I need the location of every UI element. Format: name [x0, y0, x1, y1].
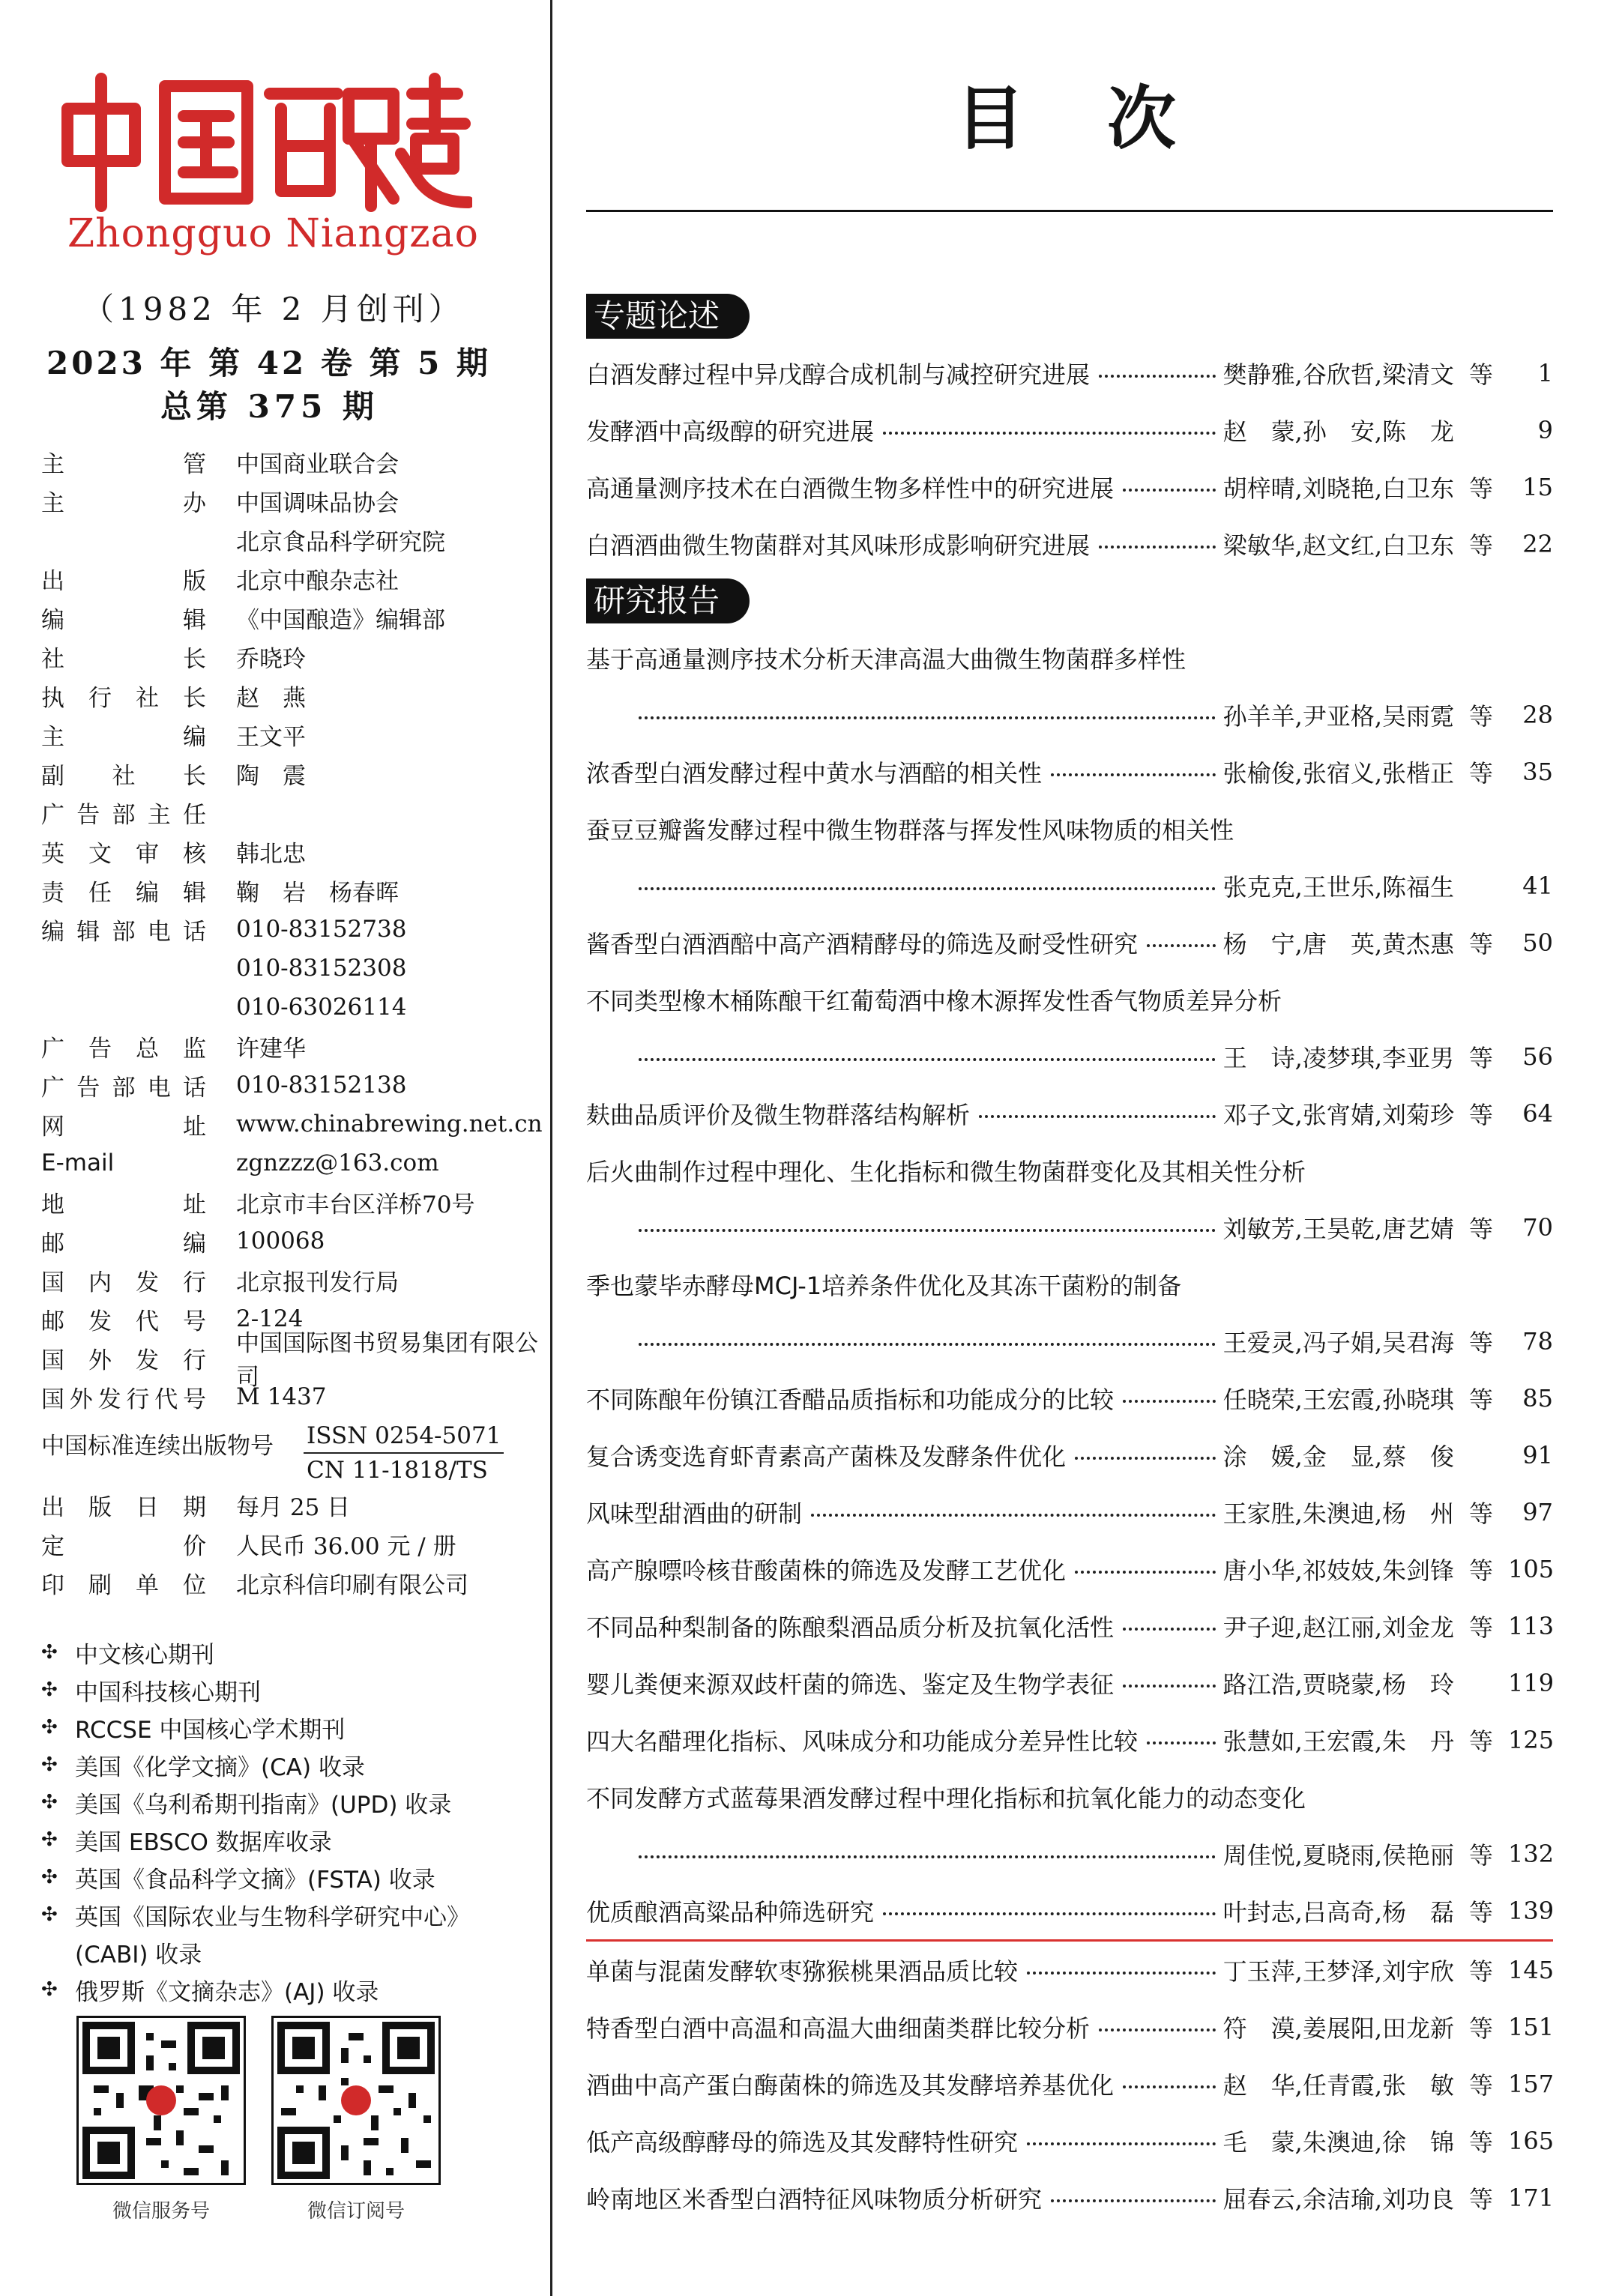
entry-authors: 任晓荣,王宏霞,孙晓琪 — [1222, 1386, 1454, 1414]
star-icon: ✣ — [41, 1753, 58, 1776]
entry-authors: 涂 媛,金 显,蔡 俊 — [1222, 1442, 1454, 1471]
info-row: 地 址 北京市丰台区洋桥70号 — [41, 1191, 475, 1218]
toc-entry[interactable] — [586, 1085, 1553, 1142]
entry-authors: 尹子迎,赵江丽,刘金龙 — [1222, 1613, 1454, 1642]
entry-etal: 等 — [1468, 2071, 1493, 2100]
entry-etal: 等 — [1468, 2185, 1493, 2214]
leader-dots — [1051, 773, 1216, 776]
column-divider — [550, 0, 552, 2296]
entry-etal: 等 — [1468, 702, 1493, 731]
toc-entry[interactable] — [586, 1655, 1553, 1712]
info-row: 010-63026114 — [236, 994, 407, 1021]
info-row: 定 价 人民币 36.00 元 / 册 — [41, 1532, 456, 1560]
entry-title: 麸曲品质评价及微生物群落结构解析 — [586, 1101, 971, 1129]
leader-dots — [883, 1912, 1216, 1915]
entry-title: 四大名醋理化指标、风味成分和功能成分差异性比较 — [586, 1727, 1139, 1756]
entry-title: 高产腺嘌呤核苷酸菌株的筛选及发酵工艺优化 — [586, 1556, 1067, 1585]
entry-authors: 王家胜,朱澳迪,杨 州 — [1222, 1499, 1454, 1528]
info-row: 邮发代号 2-124 — [41, 1305, 304, 1335]
leader-dots — [639, 1855, 1216, 1858]
info-row: 责任编辑 鞠 岩 杨春晖 — [41, 879, 399, 907]
entry-page: 91 — [1522, 1441, 1553, 1469]
toc-entry[interactable] — [586, 1427, 1553, 1484]
indexing-list — [41, 1634, 543, 2008]
entry-etal: 等 — [1468, 2014, 1493, 2043]
entry-etal: 等 — [1468, 2128, 1493, 2157]
entry-etal: 等 — [1468, 930, 1493, 958]
entry-page: 145 — [1508, 1956, 1555, 1984]
entry-title: 白酒发酵过程中异戊醇合成机制与减控研究进展 — [586, 360, 1091, 389]
toc-entry[interactable] — [586, 345, 1553, 402]
entry-page: 22 — [1522, 530, 1553, 558]
entry-etal: 等 — [1468, 1386, 1493, 1414]
star-icon: ✣ — [41, 1828, 58, 1851]
info-row: E-mail zgnzzz@163.com — [41, 1149, 439, 1176]
qr-subscription[interactable] — [270, 2016, 442, 2223]
info-row: 网 址 www.chinabrewing.net.cn — [41, 1111, 543, 1141]
entry-authors: 毛 蒙,朱澳迪,徐 锦 — [1222, 2128, 1454, 2157]
entry-page: 132 — [1508, 1840, 1555, 1868]
entry-authors: 张克克,王世乐,陈福生 — [1222, 873, 1454, 901]
table-of-contents — [586, 288, 1553, 2226]
entry-page: 15 — [1522, 473, 1553, 501]
entry-page: 70 — [1522, 1213, 1553, 1242]
entry-authors: 邓子文,张宵婧,刘菊珍 — [1222, 1101, 1454, 1129]
entry-authors: 周佳悦,夏晓雨,侯艳丽 — [1222, 1841, 1454, 1870]
section-label: 研究报告 — [586, 578, 750, 623]
list-item: ✣ 中文核心期刊 — [41, 1641, 214, 1669]
page-title: 目次 — [956, 78, 1259, 159]
entry-etal: 等 — [1468, 759, 1493, 788]
info-row: 英文审核 韩北忠 — [41, 840, 306, 868]
title-rule — [586, 210, 1553, 212]
journal-logo — [52, 64, 472, 214]
entry-page: 157 — [1508, 2070, 1555, 2098]
toc-entry[interactable] — [586, 629, 1553, 686]
entry-title: 复合诱变选育虾青素高产菌株及发酵条件优化 — [586, 1442, 1067, 1471]
entry-title: 婴儿粪便来源双歧杆菌的筛选、鉴定及生物学表征 — [586, 1670, 1115, 1699]
leader-dots — [1123, 1685, 1216, 1688]
entry-authors: 丁玉萍,王梦泽,刘宇欣 — [1222, 1957, 1454, 1986]
leader-dots — [1075, 1457, 1216, 1460]
entry-etal: 等 — [1468, 1613, 1493, 1642]
list-item: ✣ 美国《乌利希期刊指南》(UPD) 收录 — [41, 1791, 452, 1819]
entry-page: 85 — [1522, 1384, 1553, 1413]
entry-page: 41 — [1522, 871, 1553, 900]
entry-title: 岭南地区米香型白酒特征风味物质分析研究 — [586, 2185, 1043, 2214]
leader-dots — [1123, 2085, 1216, 2088]
info-row: 印刷单位 北京科信印刷有限公司 — [41, 1571, 468, 1599]
entry-title: 浓香型白酒发酵过程中黄水与酒醅的相关性 — [586, 759, 1043, 788]
leader-dots — [1123, 489, 1216, 492]
section-header — [586, 573, 1553, 629]
entry-title: 优质酿酒高粱品种筛选研究 — [586, 1898, 875, 1927]
entry-authors: 屈春云,余洁瑜,刘功良 — [1222, 2185, 1454, 2214]
entry-etal: 等 — [1468, 1044, 1493, 1072]
toc-entry[interactable] — [586, 402, 1553, 459]
entry-title: 基于高通量测序技术分析天津高温大曲微生物菌群多样性 — [586, 645, 1187, 674]
publication-info — [41, 442, 543, 1602]
entry-page: 97 — [1522, 1498, 1553, 1526]
serial-number: 中国标准连续出版物号 ISSN 0254-5071 CN 11-1818/TS — [41, 1422, 543, 1485]
qr-caption: 微信订阅号 — [307, 2200, 405, 2223]
entry-authors: 胡梓晴,刘晓艳,白卫东 — [1222, 474, 1454, 503]
entry-etal: 等 — [1468, 1499, 1493, 1528]
toc-entry[interactable] — [586, 1370, 1553, 1427]
info-row: 010-83152308 — [236, 955, 407, 982]
toc-entry[interactable] — [586, 1882, 1553, 1942]
total-issue: 总第 375 期 — [160, 388, 379, 425]
entry-title: 单菌与混菌发酵软枣猕猴桃果酒品质比较 — [586, 1957, 1019, 1986]
entry-page: 64 — [1522, 1099, 1553, 1128]
toc-entry[interactable] — [586, 516, 1553, 573]
entry-authors: 路江浩,贾晓蒙,杨 玲 — [1222, 1670, 1454, 1699]
qr-code-icon[interactable] — [271, 2016, 441, 2185]
leader-dots — [639, 1229, 1216, 1232]
info-row: 执行社长 赵 燕 — [41, 684, 306, 712]
entry-page: 165 — [1508, 2127, 1555, 2155]
info-row: 邮 编 100068 — [41, 1227, 325, 1257]
entry-authors: 赵 华,任青霞,张 敏 — [1222, 2071, 1454, 2100]
entry-authors: 叶封志,吕高奇,杨 磊 — [1222, 1898, 1454, 1927]
entry-page: 56 — [1522, 1042, 1553, 1071]
founded-line: （1982 年 2 月创刊） — [82, 291, 465, 327]
toc-entry[interactable] — [586, 1484, 1553, 1541]
entry-title: 后火曲制作过程中理化、生化指标和微生物菌群变化及其相关性分析 — [586, 1158, 1306, 1186]
entry-etal: 等 — [1468, 1727, 1493, 1756]
leader-dots — [1099, 375, 1216, 378]
info-row: 主 编 王文平 — [41, 723, 306, 751]
entry-title: 酱香型白酒酒醅中高产酒精酵母的筛选及耐受性研究 — [586, 930, 1139, 958]
toc-entry[interactable] — [586, 914, 1553, 971]
leader-dots — [639, 887, 1216, 890]
leader-dots — [1099, 2028, 1216, 2031]
list-item: ✣ 英国《国际农业与生物科学研究中心》 — [41, 1903, 470, 1931]
entry-etal: 等 — [1468, 1215, 1493, 1243]
info-row: 社 长 乔晓玲 — [41, 645, 306, 673]
entry-page: 78 — [1522, 1327, 1553, 1356]
entry-authors: 孙羊羊,尹亚格,吴雨霓 — [1222, 702, 1454, 731]
star-icon: ✣ — [41, 1978, 58, 2001]
issue-line: 2023 年 第 42 卷 第 5 期 — [46, 345, 491, 381]
leader-dots — [1123, 1628, 1216, 1631]
journal-pinyin: Zhongguo Niangzao — [67, 211, 479, 256]
entry-title: 特香型白酒中高温和高温大曲细菌类群比较分析 — [586, 2014, 1091, 2043]
qr-service[interactable] — [75, 2016, 247, 2223]
entry-etal: 等 — [1468, 474, 1493, 503]
list-item: ✣ 英国《食品科学文摘》(FSTA) 收录 — [41, 1866, 435, 1894]
toc-entry[interactable] — [586, 2169, 1553, 2226]
entry-title: 低产高级醇酵母的筛选及其发酵特性研究 — [586, 2128, 1019, 2157]
toc-entry[interactable] — [586, 1712, 1553, 1768]
entry-authors: 樊静雅,谷欣哲,梁清文 — [1222, 360, 1454, 389]
leader-dots — [639, 1343, 1216, 1346]
leader-dots — [1051, 2199, 1216, 2202]
entry-page: 35 — [1522, 758, 1553, 786]
toc-entry[interactable] — [586, 743, 1553, 800]
star-icon: ✣ — [41, 1903, 58, 1926]
entry-page: 171 — [1508, 2184, 1555, 2212]
info-row: 出 版 北京中酿杂志社 — [41, 567, 399, 595]
masthead-column — [0, 0, 550, 2296]
leader-dots — [1123, 1400, 1216, 1403]
entry-title: 白酒酒曲微生物菌群对其风味形成影响研究进展 — [586, 531, 1091, 560]
entry-authors: 王爱灵,冯子娟,吴君海 — [1222, 1329, 1454, 1357]
entry-authors: 刘敏芳,王昊乾,唐艺婧 — [1222, 1215, 1454, 1243]
entry-title: 季也蒙毕赤酵母MCJ-1培养条件优化及其冻干菌粉的制备 — [586, 1272, 1182, 1300]
leader-dots — [1099, 546, 1216, 549]
entry-authors: 杨 宁,唐 英,黄杰惠 — [1222, 930, 1454, 958]
toc-entry-continuation[interactable] — [586, 857, 1553, 914]
entry-etal: 等 — [1468, 1841, 1493, 1870]
leader-dots — [1147, 1741, 1216, 1744]
entry-page: 139 — [1508, 1897, 1555, 1925]
entry-page: 119 — [1508, 1669, 1555, 1697]
entry-authors: 张慧如,王宏霞,朱 丹 — [1222, 1727, 1454, 1756]
star-icon: ✣ — [41, 1716, 58, 1738]
entry-page: 28 — [1522, 701, 1553, 729]
leader-dots — [1075, 1571, 1216, 1574]
leader-dots — [639, 1058, 1216, 1061]
info-row: 主 管 中国商业联合会 — [41, 450, 399, 478]
info-row: 广告部主任 — [41, 801, 206, 829]
toc-entry[interactable] — [586, 800, 1553, 857]
info-row: 广告总监 许建华 — [41, 1035, 306, 1063]
toc-entry-continuation[interactable] — [586, 1199, 1553, 1256]
entry-page: 151 — [1508, 2013, 1555, 2041]
entry-title: 酒曲中高产蛋白酶菌株的筛选及其发酵培养基优化 — [586, 2071, 1115, 2100]
leader-dots — [1027, 2142, 1216, 2145]
leader-dots — [639, 716, 1216, 719]
entry-title: 风味型甜酒曲的研制 — [586, 1499, 803, 1528]
leader-dots — [979, 1115, 1216, 1118]
list-item: ✣ 中国科技核心期刊 — [41, 1679, 261, 1706]
entry-title: 不同发酵方式蓝莓果酒发酵过程中理化指标和抗氧化能力的动态变化 — [586, 1784, 1306, 1813]
entry-etal: 等 — [1468, 1329, 1493, 1357]
entry-page: 1 — [1537, 359, 1553, 387]
toc-entry[interactable] — [586, 459, 1553, 516]
entry-title: 不同品种梨制备的陈酿梨酒品质分析及抗氧化活性 — [586, 1613, 1115, 1642]
info-row: 国外发行 中国国际图书贸易集团有限公司 — [41, 1330, 538, 1391]
entry-authors: 唐小华,祁妓妓,朱剑锋 — [1222, 1556, 1454, 1585]
entry-etal: 等 — [1468, 1101, 1493, 1129]
toc-entry[interactable] — [586, 1256, 1553, 1313]
info-row: 编 辑 《中国酿造》编辑部 — [41, 606, 445, 634]
entry-authors: 王 诗,凌梦琪,李亚男 — [1222, 1044, 1454, 1072]
toc-entry[interactable] — [586, 1768, 1553, 1825]
info-row: 国外发行代号 M 1437 — [41, 1383, 327, 1413]
info-row: 副 社 长 陶 震 — [41, 762, 306, 790]
entry-title: 蚕豆豆瓣酱发酵过程中微生物群落与挥发性风味物质的相关性 — [586, 816, 1234, 845]
entry-authors: 符 漠,姜展阳,田龙新 — [1222, 2014, 1454, 2043]
qr-caption: 微信服务号 — [112, 2200, 210, 2223]
list-item: ✣ RCCSE 中国核心学术期刊 — [41, 1716, 346, 1744]
star-icon: ✣ — [41, 1679, 58, 1701]
star-icon: ✣ — [41, 1791, 58, 1813]
entry-etal: 等 — [1468, 531, 1493, 560]
toc-entry[interactable] — [586, 1541, 1553, 1598]
entry-page: 125 — [1508, 1726, 1555, 1754]
cn-number: CN 11-1818/TS — [307, 1457, 488, 1484]
leader-dots — [883, 432, 1216, 435]
toc-entry-continuation[interactable] — [586, 1825, 1553, 1882]
info-row: 编辑部电话 010-83152738 — [41, 916, 407, 946]
section-label: 专题论述 — [586, 294, 750, 339]
leader-dots — [1027, 1972, 1216, 1975]
toc-entry-continuation[interactable] — [586, 1313, 1553, 1370]
entry-etal: 等 — [1468, 1957, 1493, 1986]
entry-etal: 等 — [1468, 360, 1493, 389]
toc-entry[interactable] — [586, 1142, 1553, 1199]
toc-entry[interactable] — [586, 1999, 1553, 2055]
toc-entry[interactable] — [586, 2112, 1553, 2169]
entry-page: 113 — [1508, 1612, 1555, 1640]
star-icon: ✣ — [41, 1641, 58, 1664]
entry-title: 不同陈酿年份镇江香醋品质指标和功能成分的比较 — [586, 1386, 1115, 1414]
list-item: ✣ 俄罗斯《文摘杂志》(AJ) 收录 — [41, 1978, 379, 2006]
toc-entry-continuation[interactable] — [586, 1028, 1553, 1085]
entry-authors: 张榆俊,张宿义,张楷正 — [1222, 759, 1454, 788]
toc-entry[interactable] — [586, 1598, 1553, 1655]
info-row: 出版日期 每月 25 日 — [41, 1493, 351, 1521]
section-header — [586, 288, 1553, 345]
info-row: 北京食品科学研究院 — [236, 528, 445, 556]
issn: ISSN 0254-5071 — [304, 1422, 504, 1454]
info-row: 主 办 中国调味品协会 — [41, 489, 399, 517]
qr-code-icon[interactable] — [76, 2016, 246, 2185]
entry-title: 不同类型橡木桶陈酿干红葡萄酒中橡木源挥发性香气物质差异分析 — [586, 987, 1282, 1015]
toc-entry[interactable] — [586, 2055, 1553, 2112]
info-row: 国内发行 北京报刊发行局 — [41, 1269, 399, 1296]
entry-etal: 等 — [1468, 1556, 1493, 1585]
star-icon: ✣ — [41, 1866, 58, 1888]
list-item: ✣ 美国 EBSCO 数据库收录 — [41, 1828, 332, 1856]
list-item: ✣ 美国《化学文摘》(CA) 收录 — [41, 1753, 365, 1781]
entry-authors: 赵 蒙,孙 安,陈 龙 — [1222, 417, 1454, 446]
leader-dots — [1147, 944, 1216, 947]
entry-page: 50 — [1522, 928, 1553, 957]
toc-entry[interactable] — [586, 1942, 1553, 1999]
leader-dots — [811, 1514, 1216, 1517]
toc-entry-continuation[interactable] — [586, 686, 1553, 743]
list-item: (CABI) 收录 — [75, 1941, 202, 1969]
entry-page: 105 — [1508, 1555, 1555, 1583]
entry-title: 高通量测序技术在白酒微生物多样性中的研究进展 — [586, 474, 1115, 503]
entry-etal: 等 — [1468, 1898, 1493, 1927]
entry-title: 发酵酒中高级醇的研究进展 — [586, 417, 875, 446]
entry-page: 9 — [1537, 416, 1553, 444]
entry-authors: 梁敏华,赵文红,白卫东 — [1222, 531, 1454, 560]
info-row: 广告部电话 010-83152138 — [41, 1072, 407, 1102]
toc-entry[interactable] — [586, 971, 1553, 1028]
